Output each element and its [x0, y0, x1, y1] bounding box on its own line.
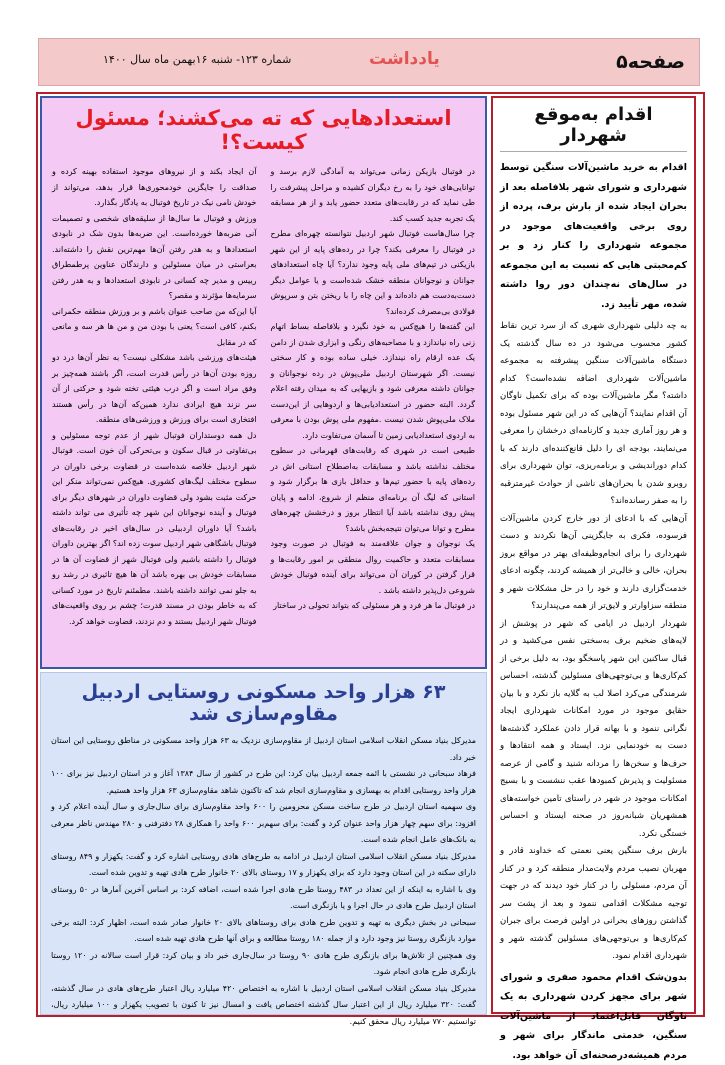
- housing-paragraph: مدیرکل بنیاد مسکن انقلاب اسلامی استان اردبیل از مقاوم‌سازی نزدیک به ۶۳ هزار واحد مسکونی در مناطق روستایی این استان خبر داد.: [51, 733, 476, 766]
- football-paragraph: هیئت‌های ورزشی باشد مشکلی نیست؟ به نظر آن‌ها درد دو روزه بودن آن‌ها در رأس قدرت است، اگر باشند همه‌چیز بر وفق مراد است و اگر درب هیئتی تخته شود و حرکتی از آن سر نزند هیچ ایرادی ندارد همین‌که آن‌ها در رأس هستند افتخاری است برای ورزش و ورزشی‌های منطقه.: [52, 350, 257, 428]
- football-column-right: [271, 164, 476, 629]
- housing-paragraph: وی سهمیه استان اردبیل در طرح ساخت مسکن محرومین را ۶۰۰ واحد مقاوم‌سازی برای سال‌جاری و سال آینده اعلام کرد و افزود: برای سهم چهار هزار واحد عنوان کرد و گفت: برای سهم‌بر ۶۰۰ واحد را همکاری ۲۸ دفترفنی و ۲۸۰ مهندس ناظر معرفی به بانک‌های عامل انجام شده است.: [51, 799, 476, 849]
- editorial-paragraph: شهردار اردبیل در ایامی که شهر در پوشش از لایه‌های ضخیم برف به‌سختی نفس می‌کشید و در قبال ساکنین این شهر پاسخگو بود، به دلیل برخی از کم‌کاری‌ها و بی‌توجهی‌های مسئولین گذشته، احساس شرمندگی می‌کرد اصلا لب به گلایه باز نکرد و با بیان حقایق موجود در مورد امکانات شهرداری ایجاد نگرانی ننمود و با بهانه قرار دادن عملکرد گذشته‌ها دست به خودنمایی نزد. ایستاد و همه انتقادها و حرف‌ها و سخن‌ها را مردانه شنید و گامی از عرصه مسئولیت و پذیرش کمبودها عقب ننشست و با بسیج امکانات موجود در شهر در راستای تامین خواسته‌های همشهریان شبانه‌روز در صحنه ایستاد و احساس خستگی نکرد.: [500, 616, 687, 844]
- issue-info: شماره ۱۲۳- شنبه ۱۶بهمن ماه سال ۱۴۰۰: [103, 53, 291, 66]
- football-article: [40, 96, 487, 669]
- football-paragraph: ورزش و فوتبال ما سال‌ها از سلیقه‌های شخصی و تصمیمات آنی ضربه‌ها خورده‌است. این ضربه‌ها بدون شک در نابودی استعدادها و به هدر رفتن آن‌ها مهم‌ترین نقش را داشته‌اند. بعراستی در میان مسئولین و دارندگان عناوین پرطمطراق رییس و مدیر چه کسانی در نابودی استعدادها و به هدر رفتن سرمایه‌ها مؤثرند و مقصر؟: [52, 211, 257, 304]
- housing-paragraph: مدیرکل بنیاد مسکن انقلاب اسلامی استان اردبیل در ادامه به طرح‌های هادی روستایی اشاره کرد و گفت: یکهزار و ۸۴۹ روستای دارای سکنه در این استان وجود دارد که برای یکهزار و ۱۷ روستای بالای ۲۰ خانوار طرح هادی تهیه و تدوین شده است.: [51, 849, 476, 882]
- football-paragraph: در فوتبال ما هر فرد و هر مسئولی که بتواند تحولی در ساختار: [271, 598, 476, 614]
- football-paragraph: یک نوجوان و جوان علاقه‌مند به فوتبال در صورت وجود مسابقات متعدد و حاکمیت روال منطقی بر امور رقابت‌ها و قرار گرفتن در کوران آن می‌تواند برای آینده فوتبال خودش شروعی دل‌پذیر داشته باشد .: [271, 536, 476, 598]
- editorial-lead: اقدام به خرید ماشین‌آلات سنگین توسط شهرداری و شورای شهر بلافاصله بعد از بحران ایجاد شده از بارش برف، پرده از روی برخی واقعیت‌های موجود در مجموعه شهرداری را کنار زد و بر کم‌محبتی هایی که نسبت به این مجموعه در سال‌های نه‌چندان دور روا داشته شده، مهر تأیید زد.: [500, 158, 687, 314]
- editorial-column: [491, 96, 696, 1014]
- football-columns: [52, 164, 475, 629]
- section-title: یادداشت: [369, 49, 440, 69]
- housing-paragraph: فرهاد سبحانی در نشستی با ائمه جمعه اردبیل بیان کرد: این طرح در کشور از سال ۱۳۸۴ آغاز و در استان اردبیل نیز برای ۱۰۰ هزار واحد روستایی اقدام به بهسازی و مقاوم‌سازی انجام شد که تاکنون شاهد مقاوم‌سازی ۶۳ هزار واحد هستیم.: [51, 766, 476, 799]
- editorial-paragraph: به چه دلیلی شهرداری شهری که از سرد ترین نقاط کشور محسوب می‌شود در ده سال گذشته یک دستگاه ماشین‌آلات سنگین پیشرفته به مجموعه ماشین‌آلات شهرداری اضافه نشده‌است؟ کدام داشته؟ مگر ماشین‌آلات بوده که برای تکمیل ناوگان آن اقدام نمایند؟ آن‌هایی که در این شهر مسئول بوده و هر روز آماری جدید و کارنامه‌ای درخشان را معرفی می‌نمایند، بودجه ای را دلیل قانع‌کننده‌ای دارند که با کدام دوراندیشی و برنامه‌ریزی، توان شهرداری برای روبرو شدن با بحران‌های ناشی از حوادث غیرمترقبه را به صفر رسانده‌اند؟: [500, 318, 687, 511]
- football-column-left: [52, 164, 257, 629]
- editorial-closing: بدون‌شک اقدام محمود صفری و شورای شهر برای مجهز کردن شهرداری به یک ناوگان قابل‌اعتماد از ماشین‌آلات سنگین، خدمتی ماندگار برای شهر و مردم همیشه‌درصحنه‌ای آن خواهد بود.: [500, 968, 687, 1065]
- editorial-body: [500, 318, 687, 966]
- football-paragraph: آن ایجاد بکند و از نیروهای موجود استفاده بهینه کرده و صداقت را جایگزین خودمحوری‌ها قرار بدهد، می‌تواند از خودش نامی نیک در تاریخ فوتبال به یادگار بگذارد.: [52, 164, 257, 211]
- football-paragraph: در فوتبال بازیکن زمانی می‌تواند به آمادگی لازم برسد و توانایی‌های خود را به رخ دیگران کشیده و مراحل پیشرفت را طی نماید که در رقابت‌های متعدد حضور یابد و از هر مسابقه یک تجربه جدید کسب کند.: [271, 164, 476, 226]
- page-number: صفحه۵: [616, 51, 685, 73]
- housing-paragraph: وی همچنین از تلاش‌ها برای بازنگری طرح هادی ۹۰ روستا در سال‌جاری خبر داد و بیان کرد: قرار است سالانه در ۱۲۰ روستا بازنگری طرح هادی انجام شود.: [51, 948, 476, 981]
- football-paragraph: این گفته‌ها را هیچ‌کس به خود نگیرد و بلافاصله بساط اتهام زنی راه نیاندازد و با مصاحبه‌های رنگی و ابزاری شدن از دامن یک عده ارقام راه نیندازد. خیلی ساده بوده و کار سختی نیست. اگر شهرستان اردبیل ملی‌پوش در رده نوجوانان و جوانان داشته معرفی شود و بازیهایی که به میدان رفته اعلام گردد. البته حضور در استعدادیابی‌ها و اردوهایی از این‌دست ملاک ملی‌پوش شدن نیست .مفهوم ملی پوش بودن با معرفی به اردوی استعدادیابی زمین تا آسمان می‌تفاوت دارد.: [271, 319, 476, 443]
- editorial-title: اقدام به‌موقع شهردار: [500, 104, 687, 152]
- football-paragraph: آیا این‌که من صاحب عنوان باشم و بر ورزش منطقه حکمرانی بکنم، کافی است؟ یعنی با بودن من و من ها هر سه و مانعی که در مقابل: [52, 304, 257, 351]
- housing-title: ۶۳ هزار واحد مسکونی روستایی اردبیل مقاوم‌سازی شد: [51, 681, 476, 725]
- housing-paragraph: سبحانی در بخش دیگری به تهیه و تدوین طرح هادی برای روستاهای بالای ۲۰ خانوار صادر شده است، اظهار کرد: البته برخی موارد بازنگری روستا نیز وجود دارد و از جمله ۱۸۰ روستا مطالعه و برای آنها طرح هادی تهیه شده است.: [51, 915, 476, 948]
- editorial-paragraph: آن‌هایی که با ادعای از دور خارج کردن ماشین‌آلات فرسوده، فکری به جایگزینی آن‌ها نکردند و دست شهرداری را برای انجام‌وظیفه‌ای بهتر در مواقع بروز بحران، خالی و خالی‌تر از همیشه کردند، چگونه ادعای خدمت‌گزاری دارند و خود را در حل مشکلات شهر و منطقه سزاوارتر و لایق‌تر از همه می‌پندارند؟: [500, 511, 687, 616]
- page-header: [38, 38, 700, 86]
- housing-paragraph: مدیرکل بنیاد مسکن انقلاب اسلامی استان اردبیل با اشاره به اختصاص ۴۲۰ میلیارد ریال اعتبار طرح‌های هادی در سال گذشته، گفت: ۳۲۰ میلیارد ریال از این اعتبار سال گذشته اختصاص یافت و امسال نیز تا کنون با تصویب یکهزار و ۱۰۰ میلیارد ریال، توانستیم ۷۷۰ میلیارد ریال محقق کنیم.: [51, 981, 476, 1031]
- editorial-paragraph: بارش برف سنگین یعنی نعمتی که خداوند قادر و مهربان نصیب مردم ولایت‌مدار منطقه کرد و در کنار آن مردم، مسئولی را در کنار خود دیدند که در جهت توجیه مشکلات اقدامی ننمود و بعد از پشت سر گذاشتن روزهای بحرانی در اولین فرصت برای جبران کم‌کاری‌ها و بی‌توجهی‌های مسئولین گذشته شهر و شهرداری اقدام نمود.: [500, 843, 687, 966]
- housing-article: [40, 672, 487, 1015]
- football-title: استعدادهایی که ته می‌کشند؛ مسئول کیست؟!: [52, 106, 475, 154]
- football-paragraph: طبیعی است در شهری که رقابت‌های قهرمانی در سطوح مختلف نداشته باشد و مسابقات به‌اصطلاح استانی اش در رده‌های پایه با حضور تیم‌ها و حداقل بازی ها برگزار شود و استانی که لیگ آن برنامه‌ای منظم از شروع، ادامه و پایان پیش روی نداشته باشد آیا انتظار بروز و درخشش چهره‌های مطرح و توانا می‌توان نتیجه‌بخش باشد؟: [271, 443, 476, 536]
- housing-paragraph: وی با اشاره به اینکه از این تعداد در ۴۸۳ روستا طرح هادی اجرا شده است، اضافه کرد: بر اساس آخرین آمارها در ۵۰ روستای استان اردبیل طرح هادی در حال اجرا و یا بازنگری است.: [51, 882, 476, 915]
- football-paragraph: دل همه دوستداران فوتبال شهر از عدم توجه مسئولین و بی‌تفاوتی در قبال سکون و بی‌تحرکی آن خون است. فوتبال شهر اردبیل خلاصه شده‌است در قضاوت برخی داوران در سطوح مختلف لیگ‌های کشوری. هیچ‌کس نمی‌تواند منکر این حرکت مثبت بشود ولی قضاوت داوران در شهرهای دیگر برای فوتبال و آینده نوجوانان این شهر چه تأثیری می تواند داشته باشد؟ آیا داوران اردبیلی در سال‌های اخیر در رقابت‌های فوتبال باشگاهی شهر اردبیل سوت زده اند؟ اگر بهترین داوران فوتبال را داشته باشیم ولی فوتبال شهر از قضاوت آن ها در مسابقات خودش بی بهره باشد آن ها هیچ تاثیری در رشد رو به جلو نمی توانند داشته باشند. مطمئنم تاریخ در مورد کسانی که به خاطر بودن در مسند قدرت؛ چشم بر روی واقعیت‌های فوتبال شهر اردبیل بستند و دم نزدند، قضاوت خواهد کرد.: [52, 428, 257, 630]
- football-paragraph: چرا سال‌هاست فوتبال شهر اردبیل نتوانسته چهره‌ای مطرح در فوتبال را معرفی بکند؟ چرا در رده‌های پایه از این شهر بازیکنی در تیم‌های ملی پایه وجود ندارد؟ آیا چاه استعدادهای جوانان و نوجوانان منطقه خشک شده‌است و یا عوامل دیگر دست‌به‌دست هم داده‌اند و این چاه را با ریختن بتن و سرپوش فولادی بی‌مصرف کرده‌اند؟: [271, 226, 476, 319]
